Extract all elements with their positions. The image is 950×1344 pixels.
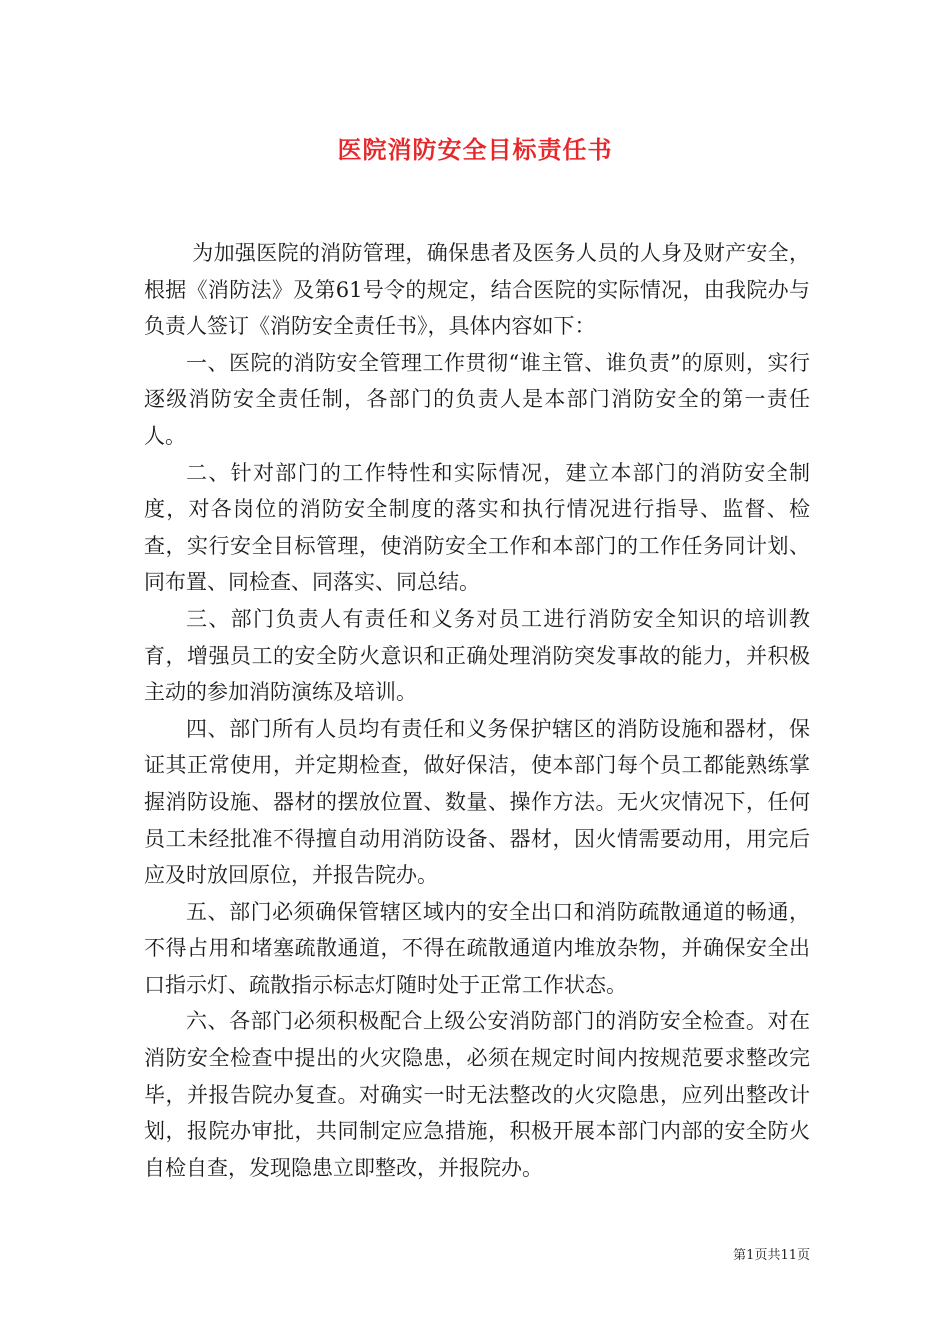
document-body <box>144 235 810 1186</box>
clause-1-paragraph: 一、医院的消防安全管理工作贯彻“谁主管、谁负责”的原则，实行逐级消防安全责任制，各部门的负责人是本部门消防安全的第一责任人。 <box>144 350 810 448</box>
clause-2-paragraph: 二、针对部门的工作特性和实际情况，建立本部门的消防安全制度，对各岗位的消防安全制度的落实和执行情况进行指导、监督、检查，实行安全目标管理，使消防安全工作和本部门的工作任务同计划、同布置、同检查、同落实、同总结。 <box>144 460 810 595</box>
clause-6-paragraph: 六、各部门必须积极配合上级公安消防部门的消防安全检查。对在消防安全检查中提出的火灾隐患，必须在规定时间内按规范要求整改完毕，并报告院办复查。对确实一时无法整改的火灾隐患，应列出整改计划，报院办审批，共同制定应急措施，积极开展本部门内部的安全防火自检自查，发现隐患立即整改，并报院办。 <box>144 1009 810 1180</box>
clause-4-paragraph: 四、部门所有人员均有责任和义务保护辖区的消防设施和器材，保证其正常使用，并定期检查，做好保洁，使本部门每个员工都能熟练掌握消防设施、器材的摆放位置、数量、操作方法。无火灾情况下，任何员工未经批准不得擅自动用消防设备、器材，因火情需要动用，用完后应及时放回原位，并报告院办。 <box>144 716 810 888</box>
page-number: 第1页共11页 <box>733 1248 810 1263</box>
clause-3-paragraph: 三、部门负责人有责任和义务对员工进行消防安全知识的培训教育，增强员工的安全防火意识和正确处理消防突发事故的能力，并积极主动的参加消防演练及培训。 <box>144 606 810 705</box>
intro-paragraph: 为加强医院的消防管理，确保患者及医务人员的人身及财产安全，根据《消防法》及第61号令的规定，结合医院的实际情况，由我院办与负责人签订《消防安全责任书》，具体内容如下： <box>144 241 810 339</box>
clause-5-paragraph: 五、部门必须确保管辖区域内的安全出口和消防疏散通道的畅通，不得占用和堵塞疏散通道，不得在疏散通道内堆放杂物，并确保安全出口指示灯、疏散指示标志灯随时处于正常工作状态。 <box>144 899 810 997</box>
document-title: 医院消防安全目标责任书 <box>337 135 613 164</box>
